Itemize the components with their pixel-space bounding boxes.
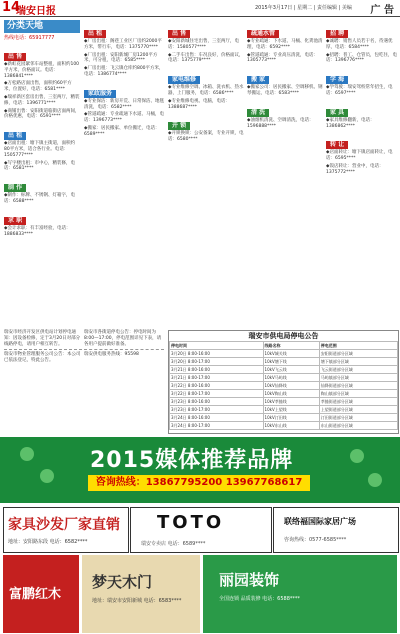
table-cell: 3月24日 8:00-16:00 bbox=[170, 414, 264, 422]
classified-entry: ◆会计求职：有丰富经验，电话：1886833**** bbox=[4, 225, 71, 237]
classified-hotline: 热线电话：65917777 bbox=[4, 35, 55, 41]
page-header bbox=[0, 0, 400, 17]
classified-entry: ◆招聘：普工、仓管员，包吃住，电话：1396776**** bbox=[326, 52, 397, 64]
decoration-circle bbox=[40, 469, 54, 483]
table-row bbox=[170, 406, 398, 414]
classified-entry: ◆安阳新城住宅出售，三室两厅，电话：1580577**** bbox=[168, 39, 239, 50]
table-row bbox=[170, 422, 398, 430]
classified-entry: ◆厂房出租：阁巷工业区厂房约2000平方米，带行车，电话：1375770**** bbox=[84, 39, 162, 50]
classified-entry: ◆新虹花园紧邻车站整租，面积约100平方米，价格面议。电话：1386841**** bbox=[4, 62, 80, 79]
table-cell: 陶山镇部分区域 bbox=[319, 390, 397, 398]
classified-column-5 bbox=[326, 20, 397, 178]
classified-title: 分类天地 bbox=[4, 20, 80, 33]
category-header: 搬 家 bbox=[247, 76, 269, 84]
notice-text: 瑞安市各街道停电公告：停电时间为8:00—17:00，停电范围详见下表，请各用户提前做好准备。 bbox=[84, 330, 162, 347]
ad-title: 丽园装饰 bbox=[219, 571, 280, 589]
table-row bbox=[170, 414, 398, 422]
category-header: 出 租 bbox=[4, 132, 26, 140]
category-header: 学 海 bbox=[326, 76, 348, 84]
category-header: 家 具 bbox=[326, 109, 348, 117]
table-cell: 3月21日 8:00-16:00 bbox=[170, 366, 264, 374]
table-cell: 东山街道部分区域 bbox=[319, 422, 397, 430]
wood-door-ad bbox=[82, 555, 200, 633]
decoration-company-ad bbox=[203, 555, 397, 633]
notice-block-middle bbox=[84, 330, 164, 360]
column-1-listings bbox=[4, 43, 80, 237]
table-cell: 飞云街道部分区域 bbox=[319, 366, 397, 374]
table-cell: 3月23日 8:00-17:00 bbox=[170, 406, 264, 414]
table-cell: 3月22日 8:00-16:00 bbox=[170, 382, 264, 390]
notice-text: 瑞安市经济开发区供电站计划停电通知：因设备检修，定于3月20日对部分线路停电，请用户相互转告。 bbox=[4, 330, 81, 347]
notice-text: 瑞安供电服务热线：95598 bbox=[84, 352, 139, 358]
classified-entry: ◆饭店转让：营业中，电话：1375772**** bbox=[326, 163, 384, 175]
classified-entry: ◆管道疏通：专业高压清洗，电话：1305773**** bbox=[247, 52, 318, 64]
classified-entry: ◆专业维修电视、电脑，电话：1388687**** bbox=[168, 98, 230, 110]
table-row bbox=[170, 390, 398, 398]
column-4-listings bbox=[247, 20, 323, 129]
power-outage-table bbox=[169, 341, 398, 430]
column-3-listings bbox=[168, 20, 244, 143]
table-cell: 10kV仙降线 bbox=[263, 382, 319, 390]
table-header-cell: 停电时间 bbox=[170, 342, 264, 350]
classified-entry: ◆万松路店面出售，面积约60平方米，位置好，电话：6581**** bbox=[4, 81, 72, 93]
table-cell: 汀田街道部分区域 bbox=[319, 414, 397, 422]
category-header: 出 租 bbox=[84, 30, 106, 38]
table-cell: 10kV城关线 bbox=[263, 350, 319, 358]
category-header: 转 让 bbox=[326, 141, 348, 149]
classified-entry: ◆专业保洁：新房开荒、日常保洁、地毯清洗，电话：6582**** bbox=[84, 98, 164, 110]
classified-column-1 bbox=[4, 20, 80, 239]
classified-entry: ◆制作：标牌、不锈钢、灯箱字，电话：6588**** bbox=[4, 193, 75, 204]
divider bbox=[84, 349, 164, 350]
home-plaza-ad bbox=[273, 507, 399, 553]
divider bbox=[4, 349, 82, 350]
table-cell: 上望街道部分区域 bbox=[319, 406, 397, 414]
table-cell: 仙降街道部分区域 bbox=[319, 382, 397, 390]
classified-entry: ◆家具维修翻新，电话：1386862**** bbox=[326, 117, 375, 129]
column-2-listings bbox=[84, 20, 165, 138]
table-row bbox=[170, 358, 398, 366]
ad-row-2 bbox=[0, 555, 400, 633]
classified-column-4 bbox=[247, 20, 323, 131]
classified-entry: ◆搬家公司：居民搬家、空调移机、钢琴搬运，电话：6583**** bbox=[247, 85, 323, 96]
category-header: 疏通水管 bbox=[247, 30, 279, 38]
power-notice-title: 瑞安市供电局停电公告 bbox=[248, 332, 319, 340]
newspaper-name: 瑞安日报 bbox=[16, 6, 56, 17]
table-body bbox=[170, 350, 398, 430]
category-header: 家政服务 bbox=[84, 90, 116, 98]
table-row bbox=[170, 366, 398, 374]
toto-ad bbox=[130, 507, 272, 553]
table-cell: 10kV塘下线 bbox=[263, 358, 319, 366]
table-cell: 10kV汀田线 bbox=[263, 414, 319, 422]
classified-entry: ◆写字楼出租：市中心，精装修，电话：6581**** bbox=[4, 160, 75, 172]
ad-subtitle: 咨询热线：0577-6585**** bbox=[284, 537, 347, 543]
table-cell: 10kV马屿线 bbox=[263, 374, 319, 382]
table-cell: 3月21日 8:00-17:00 bbox=[170, 374, 264, 382]
table-cell: 3月20日 8:00-16:00 bbox=[170, 350, 264, 358]
table-cell: 10kV上望线 bbox=[263, 406, 319, 414]
section-name: 广 告 bbox=[370, 5, 394, 16]
column-5-listings bbox=[326, 20, 397, 176]
ad-title: 富鹏红木 bbox=[9, 587, 62, 602]
category-header: 开 锁 bbox=[168, 122, 190, 130]
issue-date: 2015年3月17日 | 星期二 | 责任编辑 | 美编 bbox=[255, 5, 352, 11]
classified-column-2 bbox=[84, 20, 165, 140]
classified-entry: ◆开锁换锁：公安备案，专业开锁，电话：6580**** bbox=[168, 131, 244, 143]
classified-entry: ◆店面出租：塘下镇主街道，面积约80平方米，适合各行业。电话：1505777**** bbox=[4, 141, 75, 158]
classified-entry: ◆诚聘：销售人员若干名，待遇优厚，电话：6584**** bbox=[326, 39, 393, 50]
classified-entry: ◆厂房出租：安阳新城厂房1200平方米，可分租，电话：6585**** bbox=[84, 52, 158, 64]
banner-title: 2015媒体推荐品牌 bbox=[90, 448, 294, 473]
ad-title: TOTO bbox=[157, 512, 225, 533]
table-cell: 3月22日 8:00-17:00 bbox=[170, 390, 264, 398]
classified-entry: ◆学驾驶：瑞安驾校常年招生，电话：6597**** bbox=[326, 85, 393, 96]
table-row bbox=[170, 374, 398, 382]
classified-entry: ◆二手车出售：车况良好，价格面议，电话：1375779**** bbox=[168, 52, 244, 64]
classified-entry: ◆搬家：居民搬家、单位搬迁，电话：6589**** bbox=[84, 125, 160, 137]
power-outage-notice bbox=[168, 330, 399, 434]
decoration-circle bbox=[350, 449, 364, 463]
category-header: 出 售 bbox=[4, 53, 26, 61]
classified-entry: ◆油烟机清洗、空调清洗，电话：1596888**** bbox=[247, 117, 314, 129]
notice-text: 瑞安市物业管理服务公司公告：本公司已依法登记，特此公告。 bbox=[4, 352, 81, 364]
ad-subtitle: 地址：瑞安市安阳新城 电话：6583**** bbox=[92, 598, 182, 604]
table-row bbox=[170, 350, 398, 358]
classified-column-3 bbox=[168, 20, 244, 145]
ad-title: 家具沙发厂家直销 bbox=[8, 517, 120, 533]
ad-subtitle: 瑞安专卖店 电话：6589**** bbox=[141, 541, 206, 547]
table-cell: 3月24日 8:00-17:00 bbox=[170, 422, 264, 430]
table-cell: 10kV陶山线 bbox=[263, 390, 319, 398]
ad-title: 联络福国际家居广场 bbox=[284, 517, 356, 526]
table-header-row bbox=[170, 342, 398, 350]
classified-entry: ◆专业维修空调、冰箱、洗衣机、热水器，上门服务，电话：6586**** bbox=[168, 85, 244, 96]
table-cell: 安阳街道部分区域 bbox=[319, 350, 397, 358]
table-cell: 3月20日 8:00-17:00 bbox=[170, 358, 264, 366]
category-header: 家电维修 bbox=[168, 76, 200, 84]
ad-subtitle: 地址：安阳路东段 电话：6582**** bbox=[8, 539, 88, 545]
table-cell: 莘塍街道部分区域 bbox=[319, 398, 397, 406]
decoration-circle bbox=[368, 473, 382, 487]
category-header: 求 职 bbox=[4, 217, 26, 225]
page-number: 14 bbox=[2, 0, 21, 15]
table-cell: 10kV莘塍线 bbox=[263, 398, 319, 406]
table-cell: 10kV东山线 bbox=[263, 422, 319, 430]
table-cell: 塘下镇部分区域 bbox=[319, 358, 397, 366]
redwood-ad bbox=[3, 555, 79, 633]
category-header: 出 售 bbox=[168, 30, 190, 38]
classified-entry: ◆管道疏通：专业疏通下水道、马桶，电话：1396773**** bbox=[84, 112, 164, 124]
category-header: 招 聘 bbox=[326, 30, 348, 38]
category-header: 清 洗 bbox=[247, 109, 269, 117]
media-brand-banner bbox=[0, 437, 400, 503]
ad-title: 梦天木门 bbox=[92, 573, 153, 591]
notice-block-left bbox=[4, 330, 82, 366]
classified-entry: ◆瑞祥新区套房出售，三室两厅，精装修，电话：1396771**** bbox=[4, 94, 80, 106]
furniture-ad bbox=[3, 507, 129, 553]
ad-subtitle: 全国连锁 品质装修 电话：6588**** bbox=[219, 596, 300, 602]
ad-row-1 bbox=[0, 507, 400, 553]
table-row bbox=[170, 382, 398, 390]
classified-entry: ◆商铺出售：安阳街道临街店面两间，价格优惠，电话：6591**** bbox=[4, 108, 80, 120]
classified-entry: ◆厂房出租：飞云镇仓库约800平方米，电话：1386774**** bbox=[84, 66, 164, 77]
table-cell: 10kV飞云线 bbox=[263, 366, 319, 374]
classified-entry: ◆店面转让：塘下镇店面转让，电话：6595**** bbox=[326, 150, 393, 162]
banner-phone: 咨询热线：13867795200 13967768617 bbox=[88, 475, 310, 491]
category-header: 制 作 bbox=[4, 184, 26, 192]
table-header-cell: 线路名称 bbox=[263, 342, 319, 350]
table-cell: 马屿镇部分区域 bbox=[319, 374, 397, 382]
decoration-circle bbox=[20, 447, 34, 461]
table-cell: 3月23日 8:00-16:00 bbox=[170, 398, 264, 406]
table-row bbox=[170, 398, 398, 406]
table-header-cell: 停电范围 bbox=[319, 342, 397, 350]
classified-entry: ◆专业疏通：下水道、马桶、化粪池清理，电话：6592**** bbox=[247, 39, 323, 50]
